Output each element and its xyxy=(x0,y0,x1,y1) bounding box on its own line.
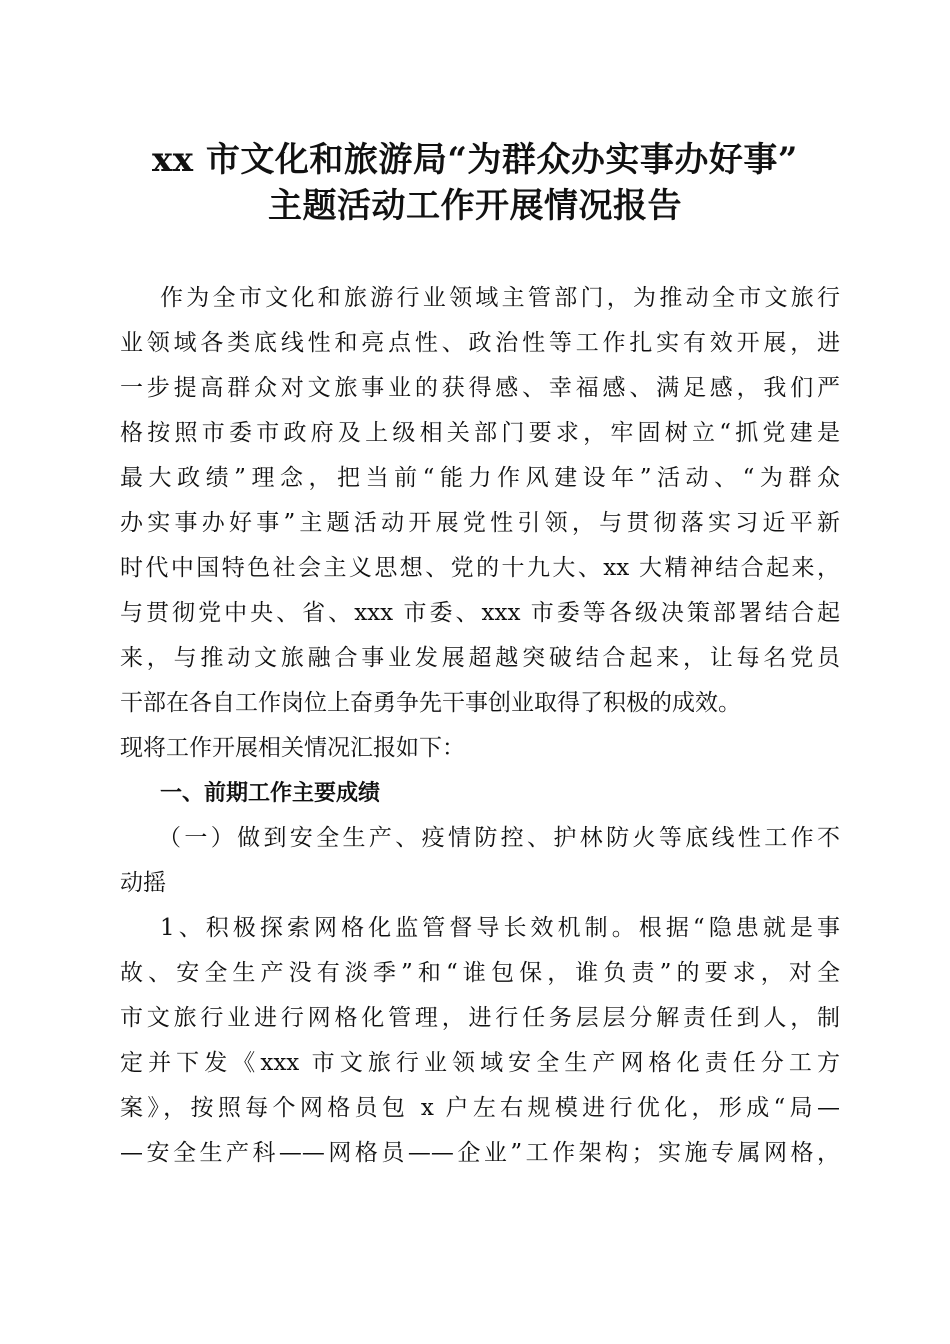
paragraph-line: 格按照市委市政府及上级相关部门要求，牢固树立“抓党建是 xyxy=(120,420,840,446)
paragraph-line: 时代中国特色社会主义思想、党的十九大、xx 大精神结合起来， xyxy=(120,555,840,581)
paragraph-line: 业领域各类底线性和亮点性、政治性等工作扎实有效开展，进 xyxy=(120,330,840,356)
paragraph-line: 案》，按照每个网格员包 x 户左右规模进行优化，形成“局— xyxy=(120,1095,840,1121)
paragraph-line: 办实事办好事”主题活动开展党性引领，与贯彻落实习近平新 xyxy=(120,510,840,536)
paragraph-line: 最大政绩”理念，把当前“能力作风建设年”活动、“为群众 xyxy=(120,465,840,491)
paragraph-line: 与贯彻党中央、省、xxx 市委、xxx 市委等各级决策部署结合起 xyxy=(120,600,840,626)
subsection-heading: （一）做到安全生产、疫情防控、护林防火等底线性工作不 xyxy=(158,825,840,851)
paragraph-line: 现将工作开展相关情况汇报如下： xyxy=(120,735,465,761)
paragraph-line: 市文旅行业进行网格化管理，进行任务层层分解责任到人，制 xyxy=(120,1005,840,1031)
paragraph-line: 干部在各自工作岗位上奋勇争先干事创业取得了积极的成效。 xyxy=(120,690,741,716)
document-title-line-2: 主题活动工作开展情况报告 xyxy=(268,186,682,226)
subsection-heading-cont: 动摇 xyxy=(120,870,166,896)
paragraph-line: 作为全市文化和旅游行业领域主管部门，为推动全市文旅行 xyxy=(160,285,840,311)
paragraph-line: —安全生产科——网格员——企业”工作架构；实施专属网格， xyxy=(120,1140,840,1166)
paragraph-line: 1、积极探索网格化监管督导长效机制。根据“隐患就是事 xyxy=(160,915,840,941)
paragraph-line: 故、安全生产没有淡季”和“谁包保，谁负责”的要求，对全 xyxy=(120,960,840,986)
section-heading: 一、前期工作主要成绩 xyxy=(160,781,381,806)
document-title-line-1: xx 市文化和旅游局“为群众办实事办好事” xyxy=(152,140,798,180)
document-body xyxy=(120,276,840,1176)
paragraph-line: 定并下发《xxx 市文旅行业领域安全生产网格化责任分工方 xyxy=(120,1050,840,1076)
paragraph-line: 来，与推动文旅融合事业发展超越突破结合起来，让每名党员 xyxy=(120,645,840,671)
paragraph-line: 一步提高群众对文旅事业的获得感、幸福感、满足感，我们严 xyxy=(120,375,840,401)
